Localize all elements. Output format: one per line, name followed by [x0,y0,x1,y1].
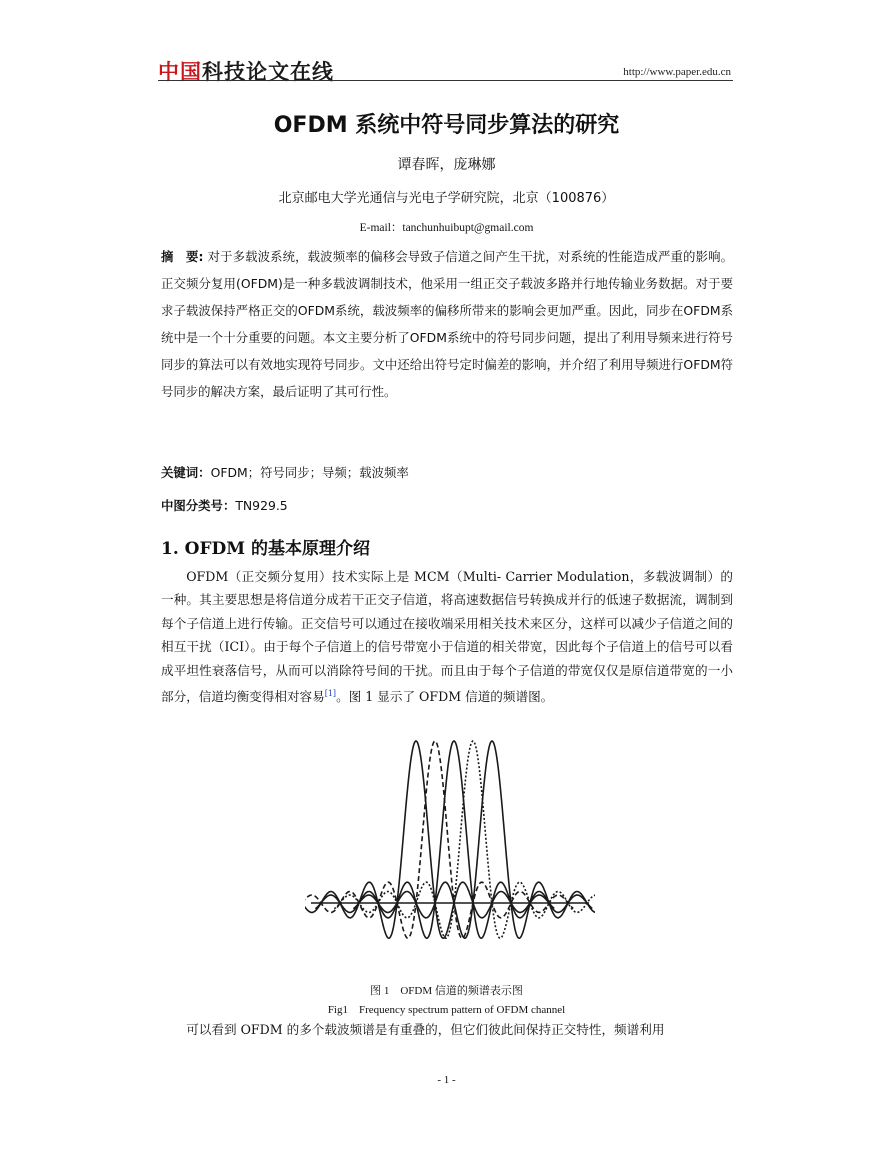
section-paragraph [161,565,733,709]
classification [161,496,288,514]
subcarrier-spectrum-4 [334,741,595,938]
keywords-text: OFDM；符号同步；导频；载波频率 [210,465,409,480]
paragraph-text: OFDM（正交频分复用）技术实际上是 MCM（Multi- Carrier Modulation，多载波调制）的一种。其主要思想是将信道分成若干正交子信道，将高速数据信号转换成并行的低速子数据流，调制到每个子信道上进行传输。正交信号可以通过在接收端采用相关技术来区分，这样可以减少子信道之间的相互干扰（ICI）。由于每个子信道上的信号带宽小于信道的相关带宽，因此每个子信道上的信号可以看成平坦性衰落信号，从而可以消除符号间的干扰。而且由于每个子信道的带宽仅仅是原信道带宽的一小部分，信道均衡变得相对容易 [161,569,733,705]
keywords [161,463,409,481]
classification-label: 中图分类号： [161,498,236,513]
citation-link[interactable]: [1] [324,689,337,699]
section-heading: 1. OFDM 的基本原理介绍 [161,539,371,559]
paper-affiliation: 北京邮电大学光通信与光电子学研究院，北京（100876） [278,191,615,206]
classification-text: TN929.5 [235,498,288,513]
figure-caption-cn: 图 1 OFDM 信道的频谱表示图 [370,985,523,997]
abstract-label: 摘 要: [161,249,204,264]
continuation-paragraph: 可以看到 OFDM 的多个载波频谱是有重叠的，但它们彼此间保持正交特性，频谱利用 [186,1022,665,1037]
figure-caption-en: Fig1 Frequency spectrum pattern of OFDM channel [327,1004,566,1016]
figure-spectrum [305,735,595,969]
page-number: - 1 - [437,1074,456,1086]
abstract [161,243,733,405]
subcarrier-spectrum-1 [305,741,554,938]
journal-logo [158,56,334,86]
logo-red-text: 中国 [158,60,202,84]
author-email: E-mail：tanchunhuibupt@gmail.com [359,222,534,234]
logo-black-text: 科技论文在线 [202,60,334,84]
header-divider [158,80,733,81]
abstract-text: 对于多载波系统，载波频率的偏移会导致子信道之间产生干扰，对系统的性能造成严重的影响。正交频分复用(OFDM)是一种多载波调制技术，他采用一组正交子载波多路并行地传输业务数据。对于要求子载波保持严格正交的OFDM系统，载波频率的偏移所带来的影响会更加严重。因此，同步在OFDM系统中是一个十分重要的问题。本文主要分析了OFDM系统中的符号同步问题，提出了利用导频来进行符号同步的算法可以有效地实现符号同步。文中还给出符号定时偏差的影响，并介绍了利用导频进行OFDM符号同步的解决方案，最后证明了其可行性。 [161,249,733,399]
header-url: http://www.paper.edu.cn [623,66,731,78]
paragraph-text-tail: 。图 1 显示了 OFDM 信道的频谱图。 [336,689,554,705]
paper-authors: 谭春晖，庞琳娜 [397,157,496,173]
keywords-label: 关键词： [161,465,211,480]
paper-title: OFDM 系统中符号同步算法的研究 [273,113,620,138]
subcarrier-spectrum-2 [305,741,573,938]
ofdm-spectrum-plot [305,735,595,965]
